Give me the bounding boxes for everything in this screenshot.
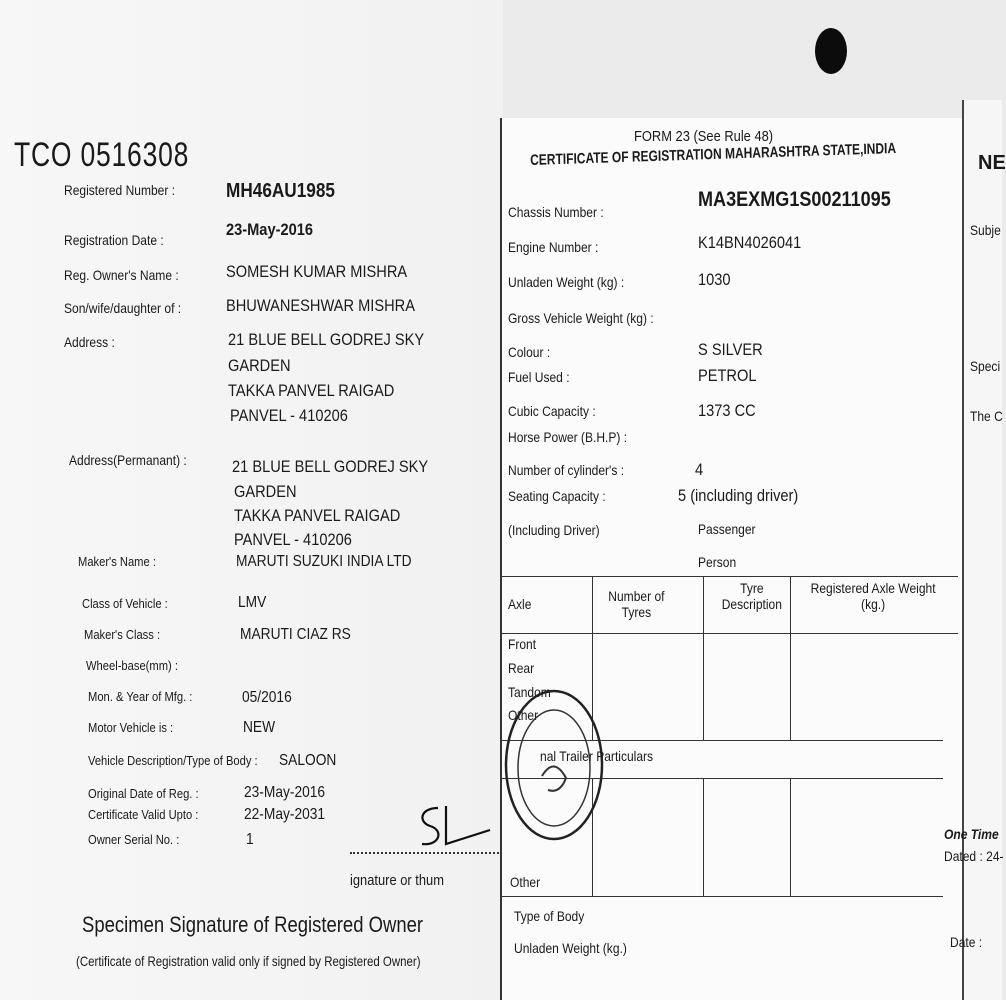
- unladen-label: Unladen Weight (kg) :: [508, 274, 625, 290]
- chassis-value: MA3EXMG1S00211095: [698, 188, 891, 211]
- engine-label: Engine Number :: [508, 239, 599, 255]
- wheelbase-label: Wheel-base(mm) :: [86, 658, 178, 673]
- adjacent-page: [962, 100, 1006, 1000]
- mfg-label: Mon. & Year of Mfg. :: [88, 689, 193, 704]
- address-label: Address :: [64, 334, 115, 350]
- adjacent-the-c: The C: [970, 408, 1003, 424]
- relation-label: Son/wife/daughter of :: [64, 300, 182, 316]
- reg-date-value: 23-May-2016: [226, 220, 313, 239]
- reg-number-label: Registered Number :: [64, 182, 176, 198]
- adjacent-ne: NE: [978, 152, 1006, 174]
- official-seal: [502, 686, 606, 844]
- tyres-header: Number of Tyres: [608, 588, 665, 620]
- motor-value: NEW: [243, 719, 276, 736]
- chassis-label: Chassis Number :: [508, 204, 604, 220]
- seating-label: Seating Capacity :: [508, 488, 606, 504]
- relation-value: BHUWANESHWAR MISHRA: [226, 296, 415, 315]
- ink-blot: [815, 28, 847, 74]
- one-time-label: One Time: [944, 826, 999, 842]
- perm-address-line: GARDEN: [234, 482, 297, 501]
- unladen-value: 1030: [698, 270, 731, 289]
- right-page: [500, 118, 965, 1000]
- seating-value: 5 (including driver): [678, 486, 799, 505]
- perm-address-line: PANVEL - 410206: [234, 530, 352, 549]
- signature-caption: ignature or thum: [350, 872, 444, 889]
- type-of-body-label: Type of Body: [514, 908, 585, 924]
- valid-upto-value: 22-May-2031: [244, 806, 326, 823]
- cert-number: TCO 0516308: [14, 136, 190, 174]
- tyre-desc-header: Tyre Description: [721, 580, 782, 612]
- owner-name-value: SOMESH KUMAR MISHRA: [226, 262, 408, 281]
- cc-value: 1373 CC: [698, 401, 756, 420]
- date-label: Date :: [950, 934, 983, 950]
- gross-weight-label: Gross Vehicle Weight (kg) :: [508, 310, 654, 326]
- reg-number-value: MH46AU1985: [226, 180, 335, 202]
- axle-front: Front: [508, 636, 537, 652]
- trailer-label: nal Trailer Particulars: [540, 748, 654, 764]
- owner-name-label: Reg. Owner's Name :: [64, 267, 179, 283]
- cc-label: Cubic Capacity :: [508, 403, 596, 419]
- orig-date-value: 23-May-2016: [244, 784, 326, 801]
- address-line: GARDEN: [228, 356, 291, 375]
- owner-serial-value: 1: [246, 831, 254, 848]
- fuel-label: Fuel Used :: [508, 369, 570, 385]
- motor-label: Motor Vehicle is :: [88, 720, 174, 735]
- specimen-note: (Certificate of Registration valid only if signed by Registered Owner): [76, 953, 421, 969]
- perm-address-line: TAKKA PANVEL RAIGAD: [234, 506, 401, 525]
- mfg-value: 05/2016: [242, 689, 292, 706]
- axle-rear: Rear: [508, 660, 535, 676]
- table-col: [790, 576, 791, 740]
- handwritten-signature: [410, 800, 500, 860]
- axle-other: Other: [508, 707, 539, 723]
- colour-value: S SILVER: [698, 340, 763, 359]
- axle-header: Axle: [508, 596, 532, 612]
- hp-label: Horse Power (B.H.P) :: [508, 429, 628, 445]
- dated-label: Dated : 24-: [944, 848, 1004, 864]
- axle-tandom: Tandom: [508, 684, 551, 700]
- table-rule: [502, 576, 958, 577]
- table-rule: [502, 633, 958, 634]
- person-label: Person: [698, 554, 737, 570]
- perm-address-line: 21 BLUE BELL GODREJ SKY: [232, 457, 429, 476]
- including-driver-label: (Including Driver): [508, 522, 600, 538]
- fuel-value: PETROL: [698, 366, 757, 385]
- colour-label: Colour :: [508, 344, 551, 360]
- table-rule: [502, 896, 943, 897]
- address-line: 21 BLUE BELL GODREJ SKY: [228, 330, 425, 349]
- adjacent-subje: Subje: [970, 222, 1001, 238]
- axle-weight-header: Registered Axle Weight (kg.): [810, 580, 936, 612]
- specimen-title: Specimen Signature of Registered Owner: [82, 912, 424, 937]
- maker-name-label: Maker's Name :: [78, 554, 156, 569]
- table-col: [703, 778, 704, 896]
- table-col: [703, 576, 704, 740]
- cylinders-label: Number of cylinder's :: [508, 462, 625, 478]
- address-line: PANVEL - 410206: [230, 406, 348, 425]
- form-title: FORM 23 (See Rule 48): [634, 128, 774, 145]
- body-type-value: SALOON: [279, 752, 337, 769]
- address-line: TAKKA PANVEL RAIGAD: [228, 381, 395, 400]
- class-value: LMV: [238, 594, 267, 611]
- table-col: [790, 778, 791, 896]
- makers-class-label: Maker's Class :: [84, 627, 161, 642]
- adjacent-speci: Speci: [970, 358, 1001, 374]
- unladen-weight-label: Unladen Weight (kg.): [514, 940, 627, 956]
- cylinders-value: 4: [695, 460, 704, 479]
- class-label: Class of Vehicle :: [82, 596, 168, 611]
- valid-upto-label: Certificate Valid Upto :: [88, 807, 199, 822]
- maker-name-value: MARUTI SUZUKI INDIA LTD: [236, 553, 412, 570]
- owner-serial-label: Owner Serial No. :: [88, 832, 180, 847]
- perm-address-label: Address(Permanant) :: [69, 452, 187, 468]
- body-type-label: Vehicle Description/Type of Body :: [88, 753, 258, 768]
- makers-class-value: MARUTI CIAZ RS: [240, 626, 351, 643]
- other-label: Other: [510, 874, 541, 890]
- engine-value: K14BN4026041: [698, 233, 802, 252]
- reg-date-label: Registration Date :: [64, 232, 164, 248]
- orig-date-label: Original Date of Reg. :: [88, 786, 199, 801]
- cert-title: CERTIFICATE OF REGISTRATION MAHARASHTRA STATE,INDIA: [530, 140, 897, 169]
- passenger-label: Passenger: [698, 521, 756, 537]
